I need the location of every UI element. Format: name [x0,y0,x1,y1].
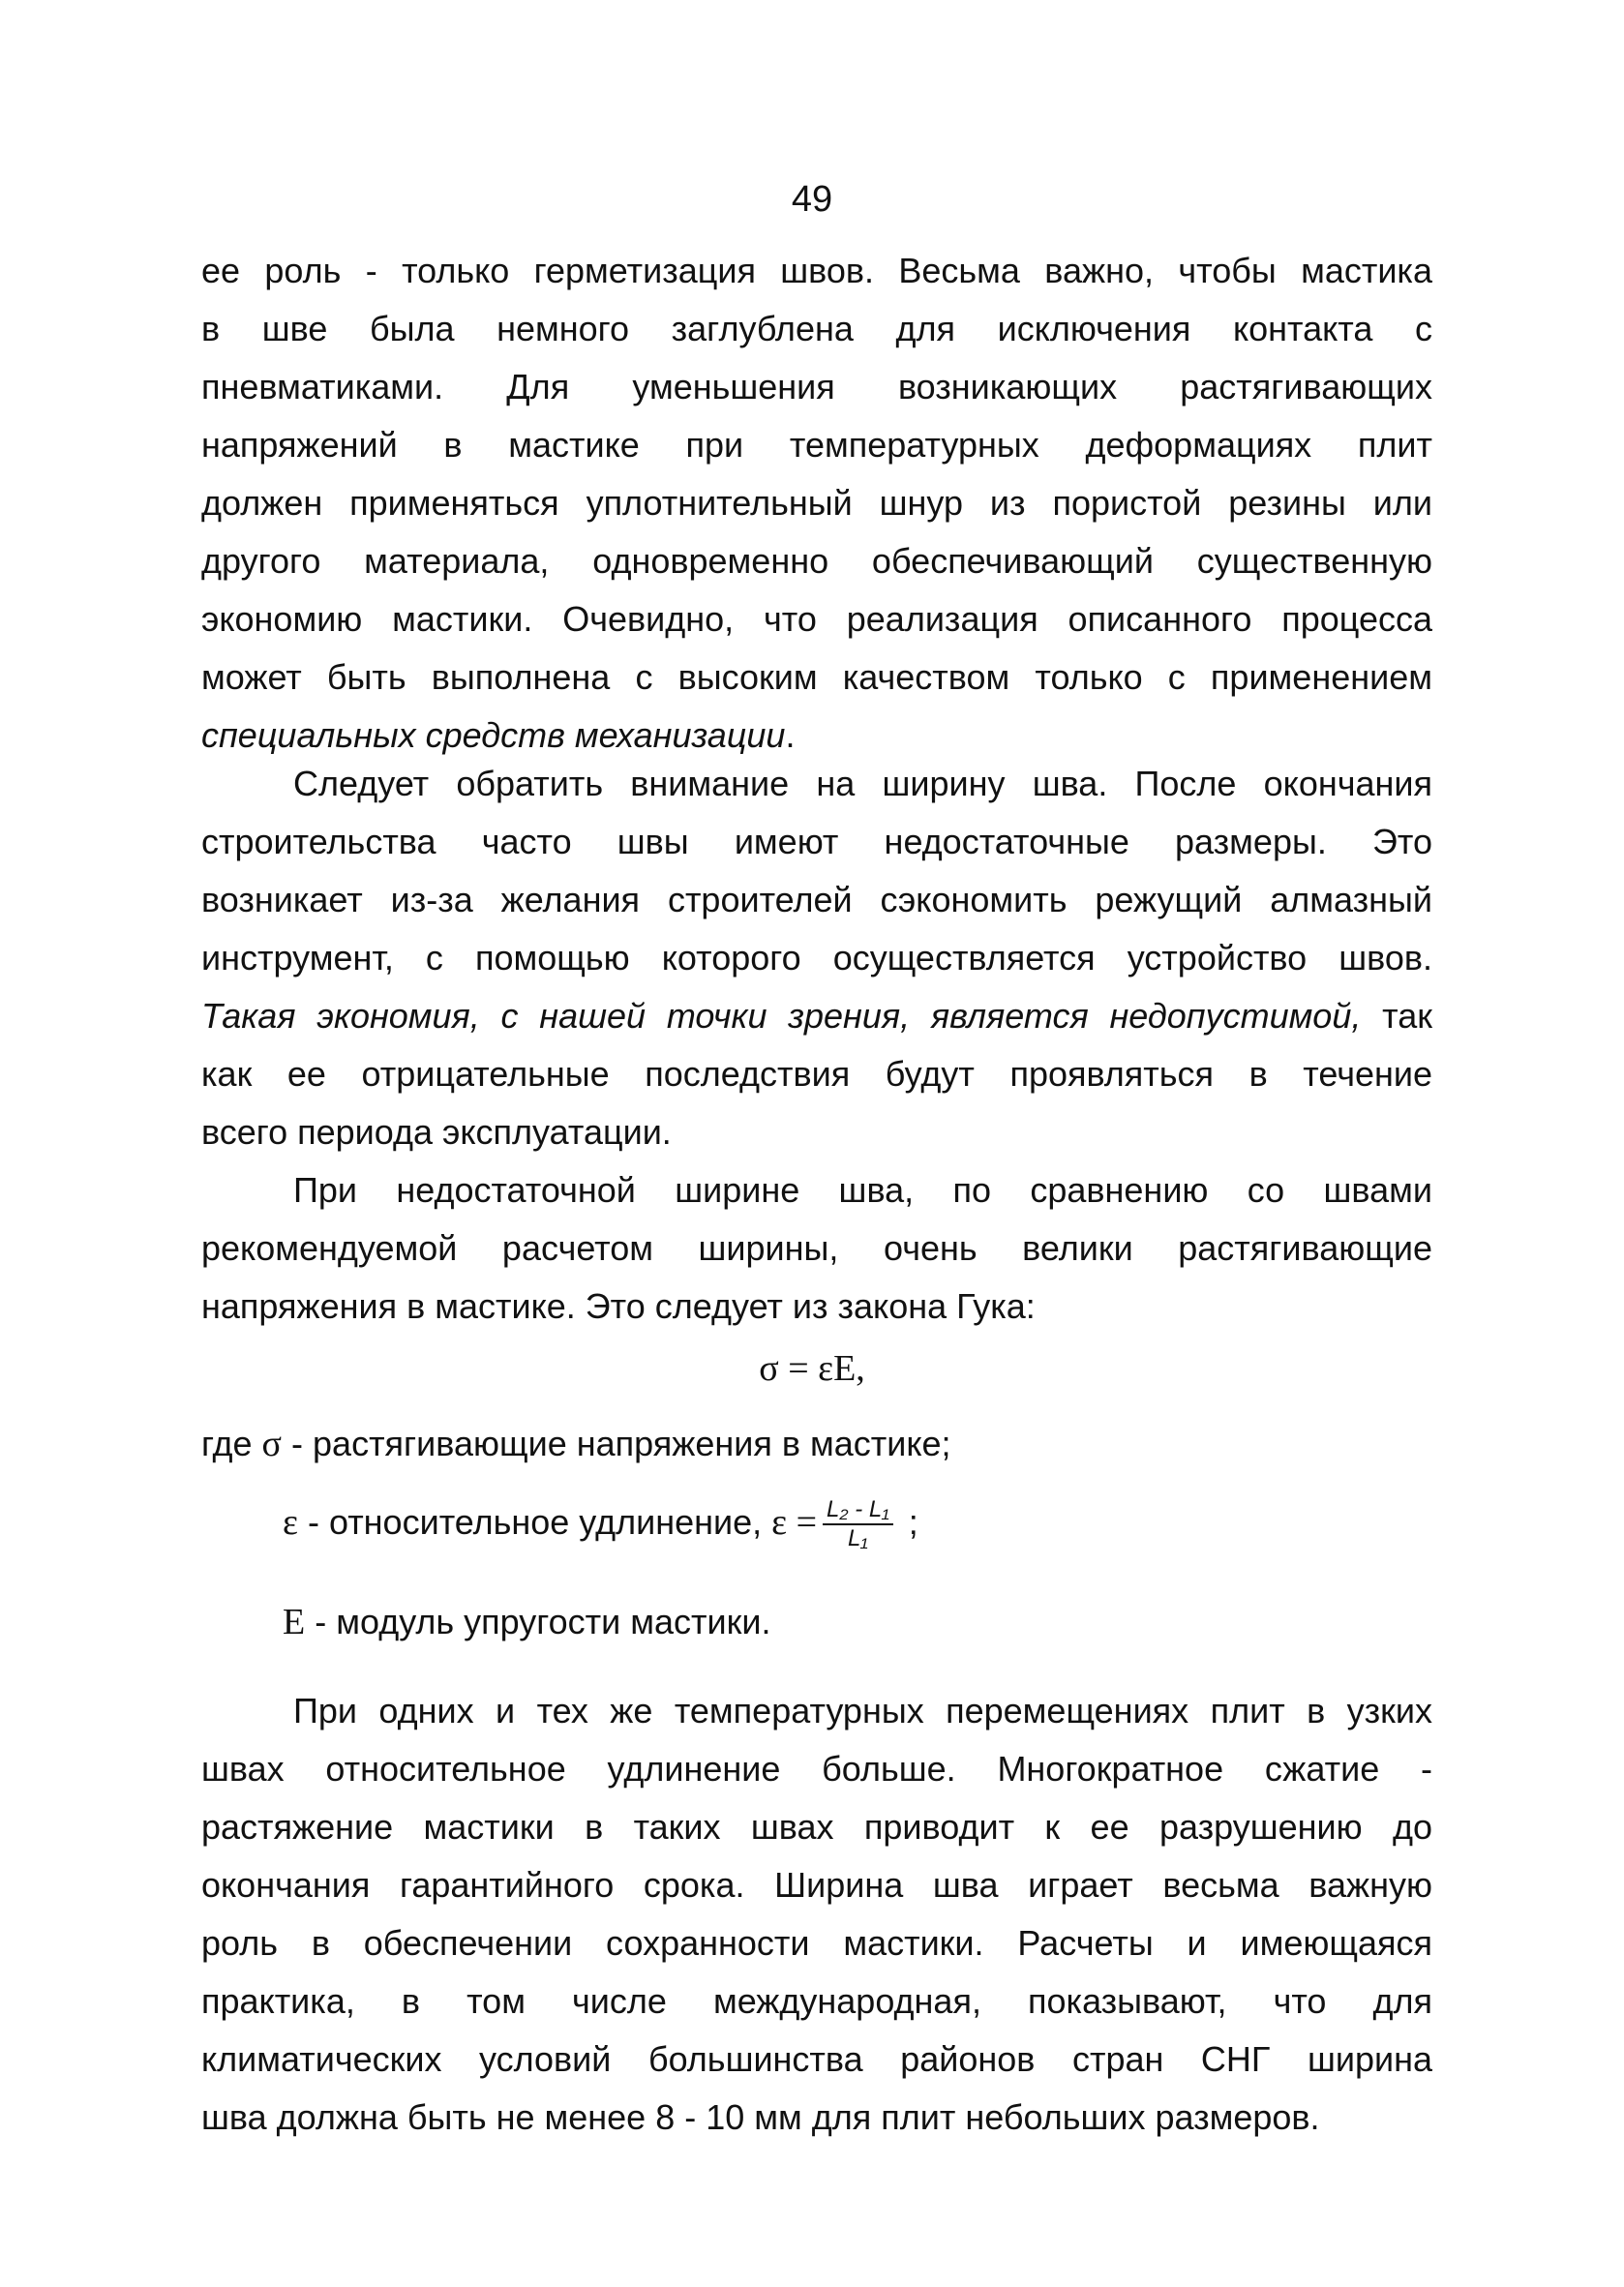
paragraph-line: другого материала, одновременно обеспечивающий существенную [201,541,1432,581]
italic-phrase: Такая экономия, с нашей точки зрения, является недопустимой, [201,996,1362,1036]
paragraph-line: рекомендуемой расчетом ширины, очень велики растягивающие [201,1228,1432,1268]
paragraph-4 [201,1682,1432,2147]
paragraph-line: роль в обеспечении сохранности мастики. Расчеты и имеющаяся [201,1923,1432,1963]
fraction-numerator: L₂ - L₁ [823,1496,893,1525]
definition-prefix: где [201,1424,262,1463]
definition-text: - растягивающие напряжения в мастике; [282,1424,951,1463]
paragraph-line: как ее отрицательные последствия будут проявляться в течение [201,1054,1432,1094]
definition-sigma [201,1417,951,1471]
paragraph-line: ее роль - только герметизация швов. Весьма важно, чтобы мастика [201,251,1432,290]
paragraph-line: При одних и тех же температурных перемещениях плит в узких [293,1691,1432,1730]
hooke-formula: σ = εE, [759,1348,865,1389]
paragraph-line: строительства часто швы имеют недостаточные размеры. Это [201,822,1432,861]
paragraph-line: окончания гарантийного срока. Ширина шва играет весьма важную [201,1865,1432,1905]
paragraph-line: должен применяться уплотнительный шнур из пористой резины или [201,483,1432,523]
epsilon-equation: ε = [771,1502,818,1543]
paragraph-line: растяжение мастики в таких швах приводит к ее разрушению до [201,1807,1432,1847]
line-end: . [785,715,796,755]
paragraph-line [201,987,1432,1045]
strain-fraction [823,1496,893,1552]
definition-end: ; [898,1502,918,1542]
paragraph-line: инструмент, с помощью которого осуществляется устройство швов. [201,938,1432,978]
paragraph-line: шва должна быть не менее 8 - 10 мм для плит небольших размеров. [201,2097,1320,2137]
sigma-symbol: σ [261,1424,283,1464]
paragraph-line: может быть выполнена с высоким качеством только с применением [201,657,1432,697]
paragraph-line: пневматиками. Для уменьшения возникающих растягивающих [201,367,1432,406]
page-number: 49 [791,179,833,220]
paragraph-line: в шве была немного заглублена для исключения контакта с [201,309,1432,348]
fraction-denominator: L₁ [847,1525,868,1552]
paragraph-line: возникает из-за желания строителей сэкономить режущий алмазный [201,880,1432,919]
paragraph-line: экономию мастики. Очевидно, что реализация описанного процесса [201,599,1432,639]
paragraph-2 [201,755,1432,1161]
paragraph-line: Следует обратить внимание на ширину шва. После окончания [293,764,1432,803]
line-end: так [1361,996,1432,1036]
epsilon-symbol: ε [283,1502,298,1543]
paragraph-line: напряжений в мастике при температурных деформациях плит [201,425,1432,465]
paragraph-line: всего периода эксплуатации. [201,1112,672,1152]
definition-epsilon [283,1495,918,1552]
definition-modulus [283,1595,770,1649]
paragraph-3 [201,1161,1432,1336]
definition-text: - относительное удлинение, [297,1502,772,1542]
paragraph-line: климатических условий большинства районов стран СНГ ширина [201,2039,1432,2079]
modulus-symbol: E [283,1602,306,1642]
paragraph-line: При недостаточной ширине шва, по сравнению со швами [293,1170,1432,1210]
paragraph-line: напряжения в мастике. Это следует из закона Гука: [201,1286,1036,1326]
paragraph-line: швах относительное удлинение больше. Многократное сжатие - [201,1749,1432,1789]
paragraph-1 [201,242,1432,765]
definition-text: - модуль упругости мастики. [305,1602,771,1641]
italic-phrase: специальных средств механизации [201,715,786,755]
paragraph-line: практика, в том числе международная, показывают, что для [201,1981,1432,2021]
